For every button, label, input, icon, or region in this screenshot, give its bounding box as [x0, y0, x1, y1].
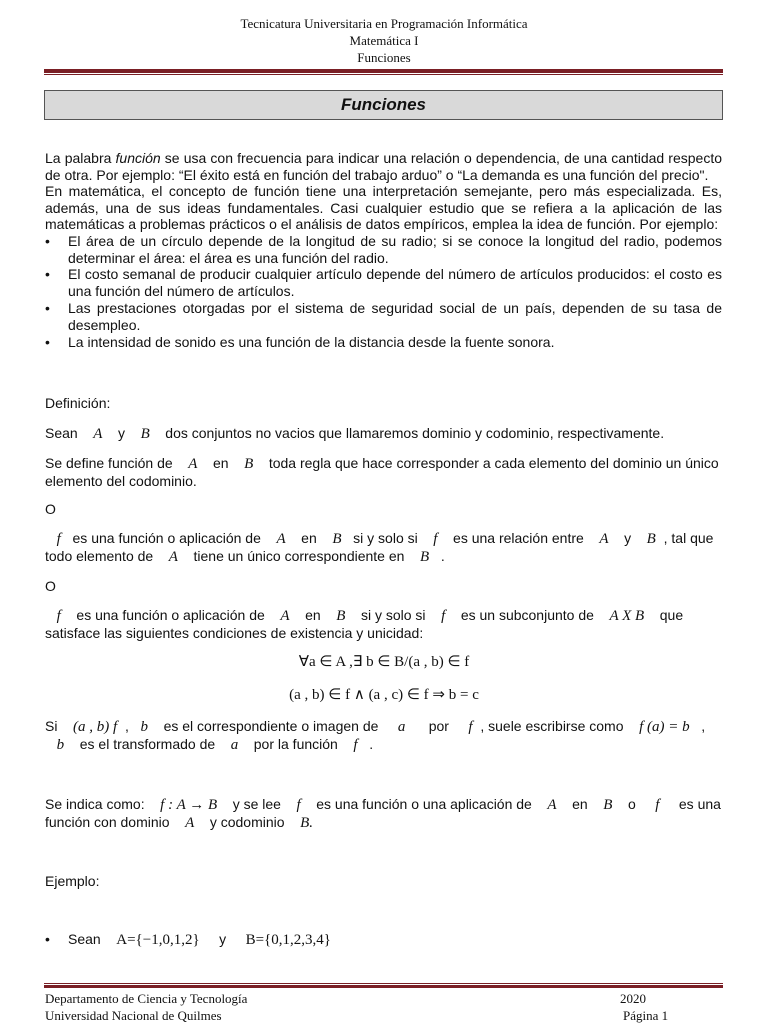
footer-university: Universidad Nacional de Quilmes — [45, 1008, 222, 1023]
footer-rule-thin — [44, 983, 723, 984]
list-item: • Las prestaciones otorgadas por el sistema de seguridad social de un país, dependen de su tasa de desempleo. — [45, 300, 722, 333]
page-title: Funciones — [340, 95, 426, 114]
list-item: • El costo semanal de producir cualquier artículo depende del número de artículos producidos: el costo es una función del número de artículos. — [45, 266, 722, 299]
definition-alt-relation: f es una función o aplicación de A en B si y solo si f es una relación entre A y B , tal que todo elemento de A tiene un único correspondiente en B . — [45, 530, 714, 565]
definition-alt-subset: f es una función o aplicación de A en B si y solo si f es un subconjunto de A X B que satisface las siguientes condiciones de existencia y unicidad: — [45, 607, 684, 641]
header-rule — [44, 69, 723, 73]
intro-paragraph-2: En matemática, el concepto de función tiene una interpretación semejante, pero más especializada. Es, además, una de sus ideas fundamentales. Casi cualquier estudio que se refiera a la aplicación de las matemáticas a problemas prácticos o el análisis de datos empíricos, emplea la idea de función. Por ejemplo: — [45, 183, 722, 232]
intro-paragraph-1: La palabra función se usa con frecuencia para indicar una relación o dependencia, de una cantidad respecto de otra. Por ejemplo: “El éxito está en función del trabajo arduo” o “La demanda es una función del precio". — [45, 150, 722, 183]
header-program: Tecnicatura Universitaria en Programación Informática — [240, 16, 528, 31]
definition-sets-line: Sean A y B dos conjuntos no vacios que llamaremos dominio y codominio, respectivamente. — [45, 425, 665, 442]
list-item: • La intensidad de sonido es una función de la distancia desde la fuente sonora. — [45, 334, 555, 350]
footer-year: 2020 — [620, 991, 646, 1006]
formula-uniqueness: (a , b) ∈ f ∧ (a , c) ∈ f ⇒ b = c — [289, 687, 479, 703]
definition-rule-line: Se define función de A en B toda regla que hace corresponder a cada elemento del dominio un único elemento del codominio. — [45, 455, 719, 489]
list-item: • El área de un círculo depende de la longitud de su radio; si se conoce la longitud del radio, podemos determinar el área: el área es una función del radio. — [45, 233, 722, 266]
example-heading: Ejemplo: — [45, 873, 100, 889]
footer-page-number: Página 1 — [623, 1008, 669, 1023]
page-title-box — [44, 90, 723, 120]
notation-line: Se indica como: f : A → B y se lee f es una función o una aplicación de A en B o f es una función con dominio A y codominio B. — [45, 796, 721, 831]
header-rule-thin — [44, 74, 723, 75]
or-separator-2: O — [45, 578, 56, 594]
footer-department: Departamento de Ciencia y Tecnología — [45, 991, 248, 1006]
or-separator-1: O — [45, 501, 56, 517]
footer-rule — [44, 985, 723, 988]
header-topic: Funciones — [357, 50, 411, 65]
formula-existence: ∀a ∈ A ,∃ b ∈ B/(a , b) ∈ f — [298, 654, 470, 670]
header-course: Matemática I — [349, 33, 419, 48]
definition-heading: Definición: — [45, 395, 111, 411]
image-notation-line: Si (a , b) f , b es el correspondiente o imagen de a por f , suele escribirse como f (a) = b , b es el transformado de a por la función f . — [45, 718, 706, 753]
example-sets-item: • Sean A={−1,0,1,2} y B={0,1,2,3,4} — [45, 931, 331, 948]
